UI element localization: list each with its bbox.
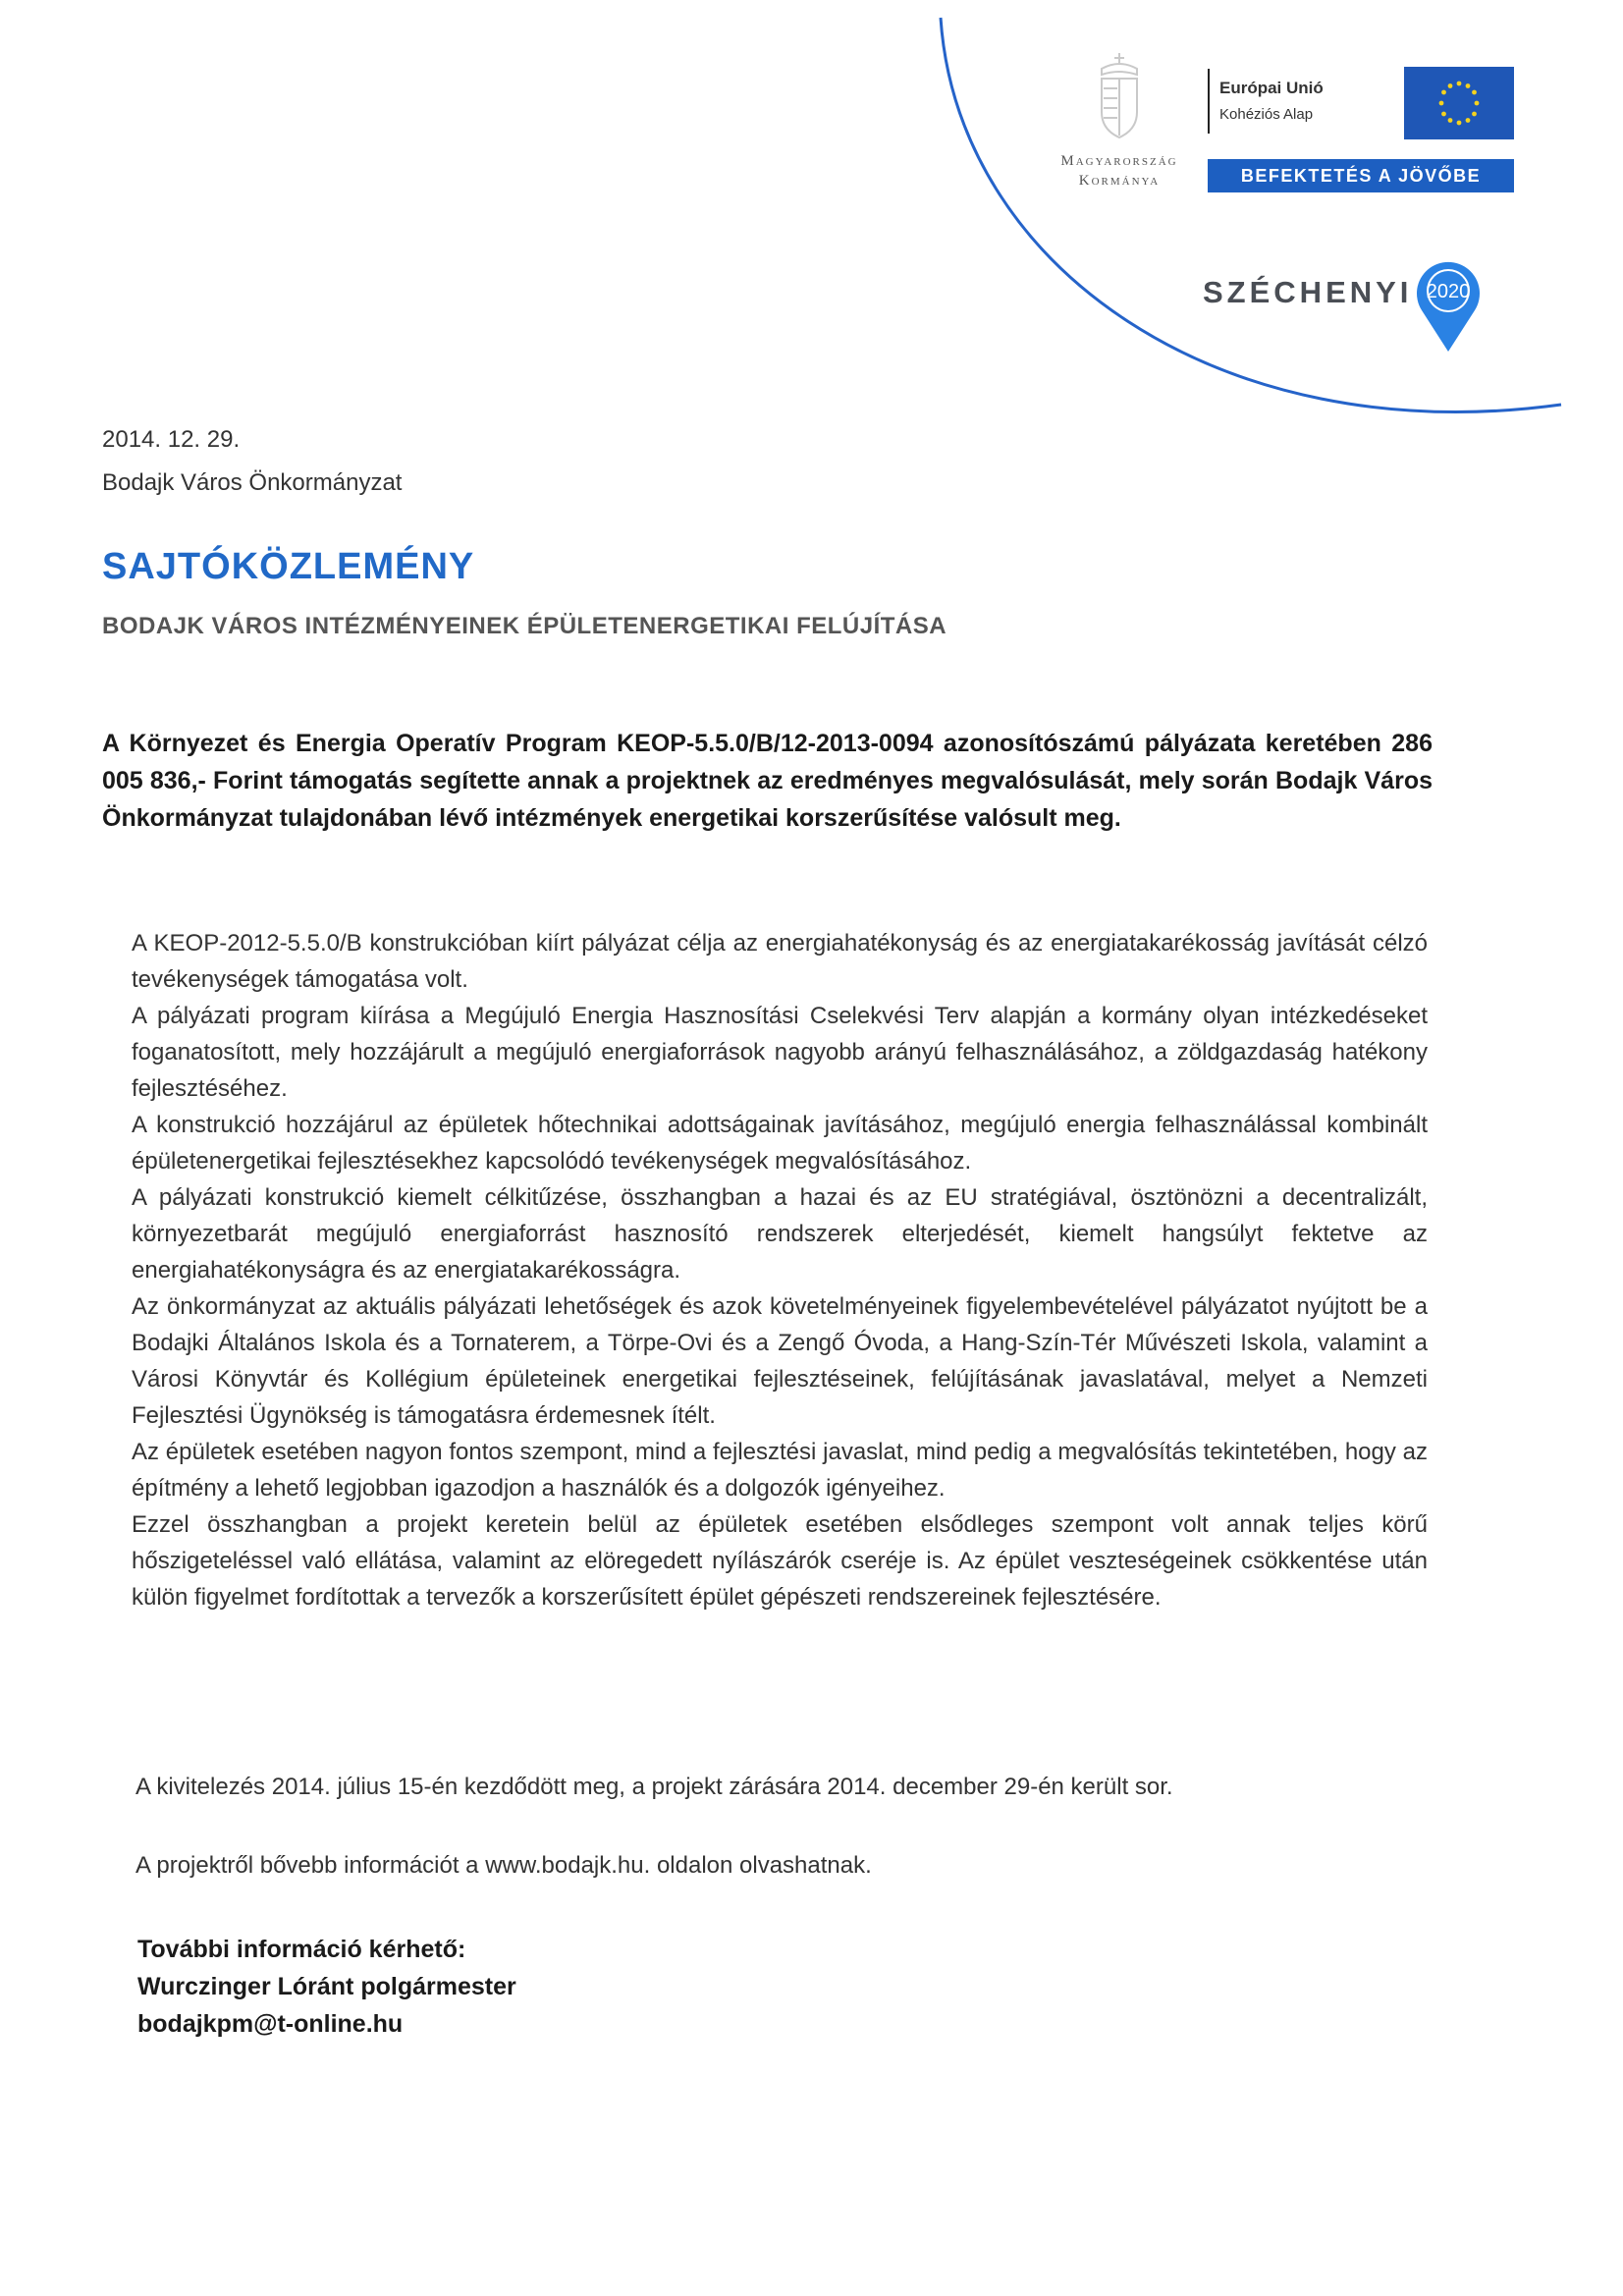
more-info-text: A projektről bővebb információt a www.bodajk.hu. oldalon olvashatnak. [135, 1852, 872, 1879]
szechenyi-2020-pin-icon [1404, 253, 1492, 356]
page-title: SAJTÓKÖZLEMÉNY [102, 546, 475, 587]
contact-email: bodajkpm@t-online.hu [137, 2010, 404, 2038]
contact-block [137, 1931, 516, 2043]
government-name [1021, 151, 1217, 191]
body-text [132, 925, 1428, 1615]
body-paragraph: A konstrukció hozzájárul az épületek hőtechnikai adottságainak javításához, megújuló energia felhasználással kombinált épületenergetikai fejlesztésekhez kapcsolódó tevékenységek megvalósításához. [132, 1112, 1428, 1175]
contact-label: További információ kérhető: [137, 1936, 466, 1963]
eu-divider [1208, 69, 1210, 134]
header-arc-decoration [0, 0, 1623, 462]
invest-in-future-banner: BEFEKTETÉS A JÖVŐBE [1208, 159, 1514, 192]
body-paragraph: A KEOP-2012-5.5.0/B konstrukcióban kiírt pályázat célja az energiahatékonyság és az energiatakarékosság javítását célzó tevékenységek támogatása volt. [132, 930, 1428, 993]
construction-dates-text: A kivitelezés 2014. július 15-én kezdődött meg, a projekt zárására 2014. december 29-én került sor. [135, 1774, 1173, 1800]
page-subtitle: BODAJK VÁROS INTÉZMÉNYEINEK ÉPÜLETENERGETIKAI FELÚJÍTÁSA [102, 613, 947, 639]
szechenyi-logo-text: SZÉCHENYI [1203, 275, 1413, 309]
government-name-line1: Magyarország [1060, 153, 1178, 169]
government-crest-icon [1090, 47, 1149, 145]
government-name-line2: Kormánya [1078, 173, 1161, 189]
body-paragraph: Az önkormányzat az aktuális pályázati lehetőségek és azok követelményeinek figyelembevételével pályázatot nyújtott be a Bodajki Általános Iskola és a Tornaterem, a Törpe-Ovi és a Zengő Óvoda, a Hang-Szín-Tér Művészeti Iskola, valamint a Városi Könyvtár és Kollégium épületeinek energetikai fejlesztéseinek, felújításának javaslatával, melyet a Nemzeti Fejlesztési Ügynökség is támogatásra érdemesnek ítélt. [132, 1293, 1428, 1429]
eu-subtitle: Kohéziós Alap [1219, 106, 1314, 123]
eu-flag-icon [1404, 67, 1514, 139]
lead-paragraph: A Környezet és Energia Operatív Program KEOP-5.5.0/B/12-2013-0094 azonosítószámú pályázata keretében 286 005 836,- Forint támogatás segítette annak a projektnek az eredményes megvalósulását, mely során Bodajk Város Önkormányzat tulajdonában lévő intézmények energetikai korszerűsítése valósult meg. [102, 730, 1433, 832]
body-paragraph: Az épületek esetében nagyon fontos szempont, mind a fejlesztési javaslat, mind pedig a megvalósítás tekintetében, hogy az építmény a lehető legjobban igazodjon a használók és a dolgozók igényeihez. [132, 1439, 1428, 1502]
eu-title: Európai Unió [1219, 79, 1324, 97]
body-paragraph: Ezzel összhangban a projekt keretein belül az épületek esetében elsődleges szempont volt annak teljes körű hőszigeteléssel való ellátása, valamint az elöregedett nyílászárók cseréje is. Az épület veszteségeinek csökkentése után külön figyelmet fordítottak a tervezők a korszerűsített épület gépészeti rendszereinek fejlesztésére. [132, 1511, 1428, 1611]
issuing-organization: Bodajk Város Önkormányzat [102, 469, 403, 496]
body-paragraph: A pályázati konstrukció kiemelt célkitűzése, összhangban a hazai és az EU stratégiával, ösztönözni a decentralizált, környezetbarát megújuló energiaforrást hasznosító rendszerek elterjedését, kiemelt hangsúlyt fektetve az energiahatékonyságra és az energiatakarékosságra. [132, 1184, 1428, 1284]
contact-name: Wurczinger Lóránt polgármester [137, 1973, 516, 2000]
body-paragraph: A pályázati program kiírása a Megújuló Energia Hasznosítási Cselekvési Terv alapján a kormány olyan intézkedéseket foganatosított, mely hozzájárult a megújuló energiaforrások nagyobb arányú felhasználásához, a zöldgazdaság hatékony fejlesztéséhez. [132, 1003, 1428, 1102]
szechenyi-year: 2020 [1426, 281, 1471, 302]
document-date: 2014. 12. 29. [102, 426, 241, 453]
